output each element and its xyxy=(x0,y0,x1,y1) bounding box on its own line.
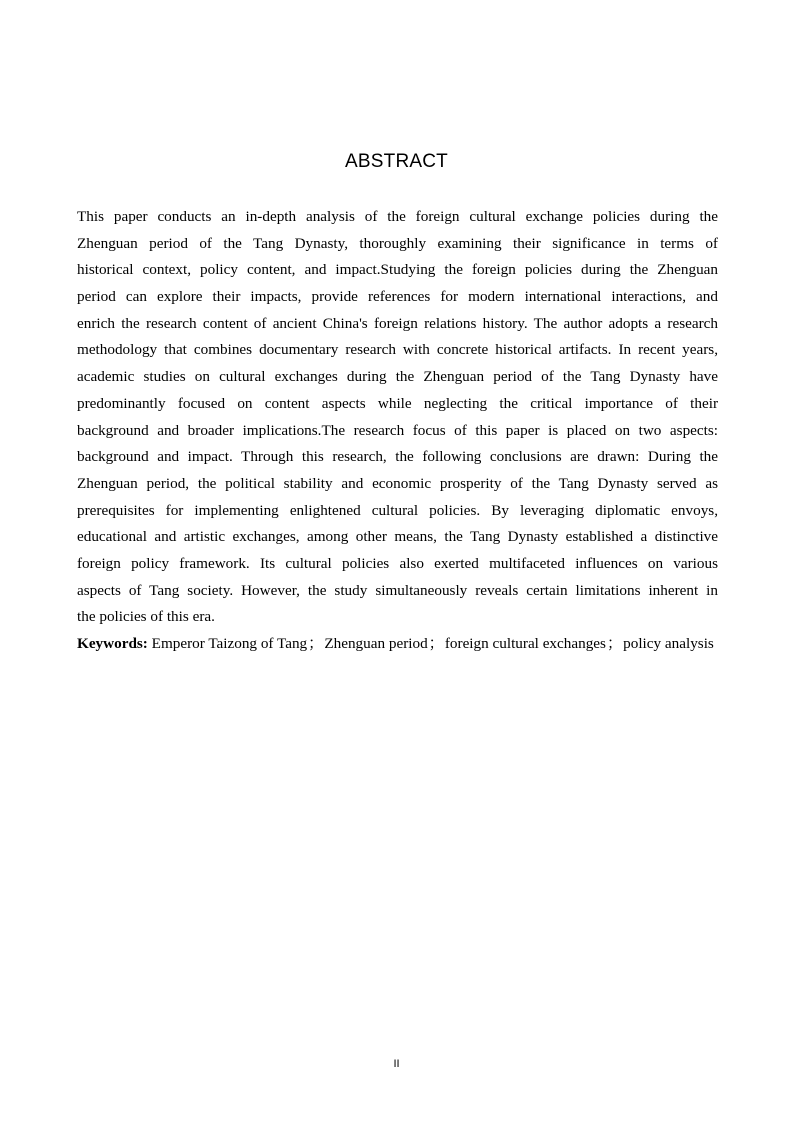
abstract-line: This paper conducts an in-depth analysis of the foreign cultural exchange policies during the xyxy=(77,208,718,225)
abstract-line: aspects of Tang society. However, the study simultaneously reveals certain limitations inherent in xyxy=(77,581,718,599)
abstract-line: enrich the research content of ancient China's foreign relations history. The author adopts a research xyxy=(77,314,718,332)
keywords-line xyxy=(77,631,718,658)
abstract-line: the policies of this era. xyxy=(77,608,215,626)
abstract-line: period can explore their impacts, provide references for modern international interactions, and xyxy=(77,288,718,306)
keyword: policy analysis xyxy=(623,635,714,652)
abstract-line: predominantly focused on content aspects while neglecting the critical importance of their xyxy=(77,394,718,412)
abstract-heading: ABSTRACT xyxy=(345,151,448,172)
keywords-label: Keywords: xyxy=(77,635,148,652)
keyword: foreign cultural exchanges xyxy=(444,635,606,652)
abstract-line: historical context, policy content, and impact.Studying the foreign policies during the Zhenguan xyxy=(77,261,718,279)
page-number: II xyxy=(393,1058,400,1070)
keyword-separator: ； xyxy=(308,635,324,652)
abstract-line: methodology that combines documentary research with concrete historical artifacts. In recent years, xyxy=(77,341,718,359)
abstract-line: background and impact. Through this research, the following conclusions are drawn: During the xyxy=(77,448,718,466)
abstract-line: foreign policy framework. Its cultural policies also exerted multifaceted influences on various xyxy=(77,554,718,572)
abstract-line: prerequisites for implementing enlightened cultural policies. By leveraging diplomatic envoys, xyxy=(77,501,718,519)
abstract-line: academic studies on cultural exchanges during the Zhenguan period of the Tang Dynasty have xyxy=(77,368,718,386)
keyword-separator: ； xyxy=(428,635,444,652)
abstract-line: Zhenguan period of the Tang Dynasty, thoroughly examining their significance in terms of xyxy=(77,234,718,252)
abstract-line: Zhenguan period, the political stability and economic prosperity of the Tang Dynasty served as xyxy=(77,474,718,492)
abstract-line: educational and artistic exchanges, among other means, the Tang Dynasty established a distinctive xyxy=(77,528,718,546)
abstract-line: background and broader implications.The research focus of this paper is placed on two aspects: xyxy=(77,421,718,439)
keyword-separator: ； xyxy=(606,635,623,652)
abstract-body xyxy=(77,204,718,658)
keyword: Zhenguan period xyxy=(324,635,428,652)
keyword: Emperor Taizong of Tang xyxy=(151,635,308,652)
